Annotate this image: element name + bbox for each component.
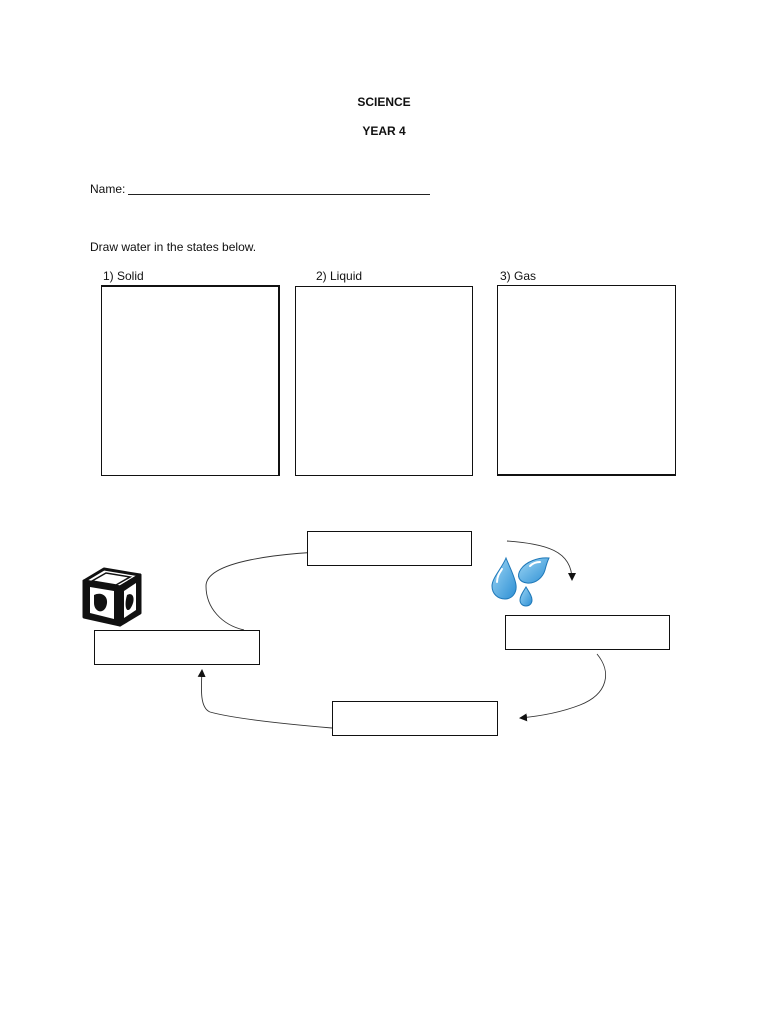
page-subtitle: YEAR 4 <box>362 124 406 138</box>
state-label-solid: 1) Solid <box>103 269 144 283</box>
page-title: SCIENCE <box>357 95 411 109</box>
cycle-box-bottom[interactable] <box>332 701 498 736</box>
ice-cube-icon <box>80 565 144 629</box>
name-label: Name: <box>90 182 126 196</box>
arrow-right-to-bottom <box>520 654 606 718</box>
arrow-bottom-to-left <box>201 670 332 728</box>
cycle-box-left[interactable] <box>94 630 260 665</box>
state-label-liquid: 2) Liquid <box>316 269 363 283</box>
water-drops-icon <box>486 552 552 608</box>
cycle-box-top[interactable] <box>307 531 472 566</box>
cycle-box-right[interactable] <box>505 615 670 650</box>
instruction-text: Draw water in the states below. <box>90 240 257 254</box>
state-label-gas: 3) Gas <box>500 269 537 283</box>
